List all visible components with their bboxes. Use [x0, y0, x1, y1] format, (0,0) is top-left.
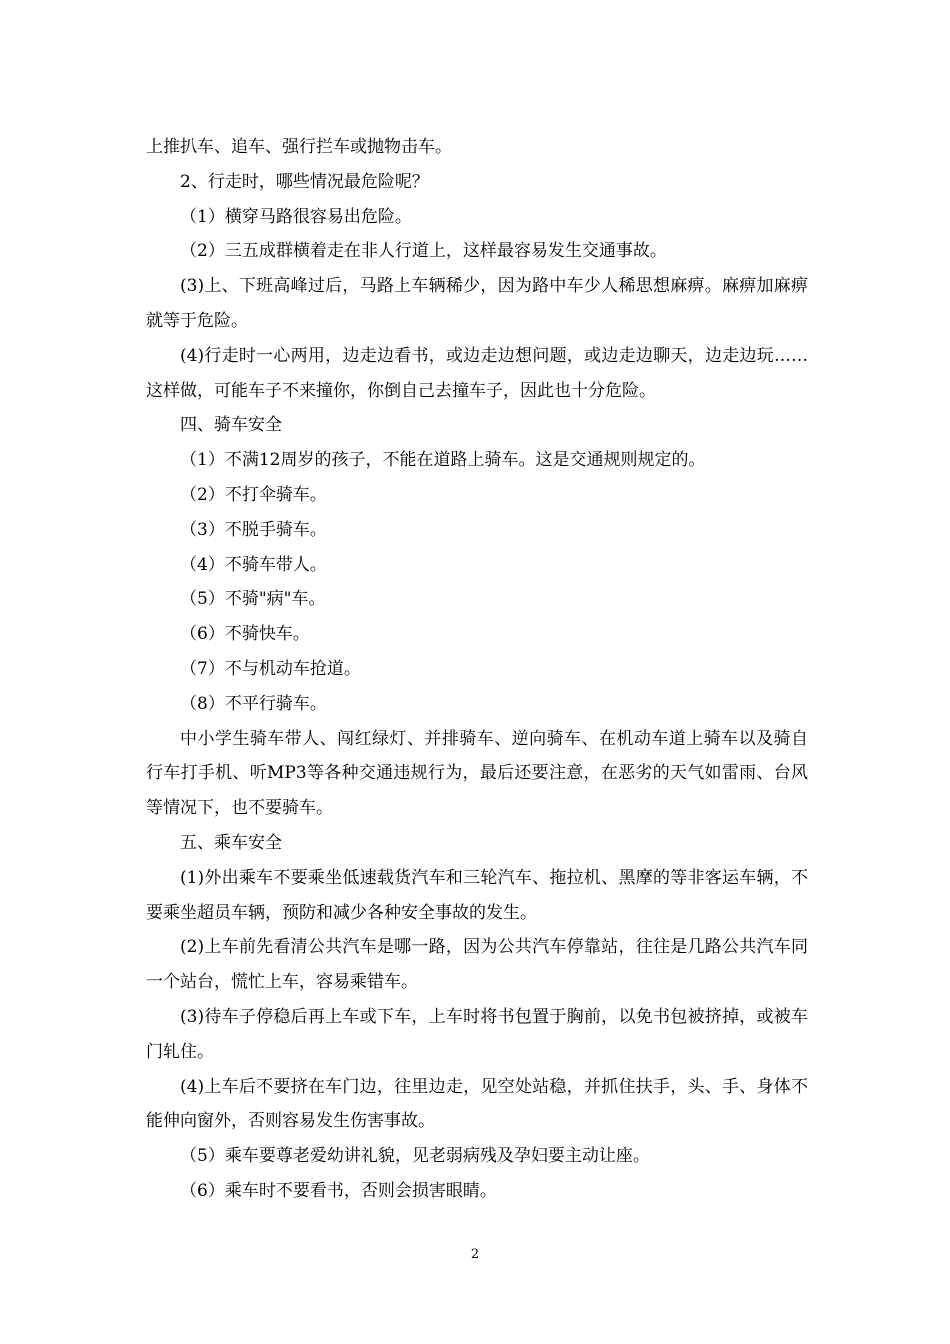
- list-item: （7）不与机动车抢道。: [180, 658, 361, 679]
- paragraph: 上推扒车、追车、强行拦车或抛物击车。: [146, 137, 452, 157]
- paragraph: (3)上、下班高峰过后，马路上车辆稀少，因为路中车少人稀思想麻痹。麻痹加麻痹就等于危险。: [146, 276, 808, 331]
- paragraph: (4)行走时一心两用，边走边看书，或边走边想问题，或边走边聊天，边走边玩……这样做，可能车子不来撞你，你倒自己去撞车子，因此也十分危险。: [146, 345, 808, 401]
- list-item: （1）不满12周岁的孩子，不能在道路上骑车。这是交通规则规定的。: [180, 450, 706, 471]
- list-item: （5）乘车要尊老爱幼讲礼貌，见老弱病残及孕妇要主动让座。: [180, 1146, 650, 1167]
- section-heading: 五、乘车安全: [180, 832, 282, 853]
- section-heading: 四、骑车安全: [180, 415, 282, 436]
- list-item: (2)上车前先看清公共汽车是哪一路，因为公共汽车停靠站，往往是几路公共汽车同一个站台，慌忙上车，容易乘错车。: [146, 937, 808, 993]
- list-item: （2）不打伞骑车。: [180, 484, 327, 505]
- list-item: (4)上车后不要挤在车门边，往里边走，见空处站稳，并抓住扶手，头、手、身体不能伸向窗外，否则容易发生伤害事故。: [146, 1076, 808, 1132]
- paragraph: （2）三五成群横着走在非人行道上，这样最容易发生交通事故。: [180, 241, 667, 262]
- paragraph: 中小学生骑车带人、闯红绿灯、并排骑车、逆向骑车、在机动车道上骑车以及骑自行车打手机、听MP3等各种交通违规行为，最后还要注意，在恶劣的天气如雷雨、台风等情况下，也不要骑车。: [146, 728, 808, 819]
- paragraph: 2、行走时，哪些情况最危险呢？: [180, 171, 429, 192]
- body-text: [146, 130, 808, 1209]
- list-item: （5）不骑"病"车。: [180, 589, 326, 610]
- list-item: （8）不平行骑车。: [180, 693, 327, 714]
- list-item: （3）不脱手骑车。: [180, 519, 327, 540]
- list-item: （6）乘车时不要看书，否则会损害眼睛。: [180, 1180, 497, 1201]
- list-item: （4）不骑车带人。: [180, 554, 327, 575]
- list-item: (1)外出乘车不要乘坐低速载货汽车和三轮汽车、拖拉机、黑摩的等非客运车辆，不要乘坐超员车辆，预防和减少各种安全事故的发生。: [146, 867, 808, 923]
- list-item: (3)待车子停稳后再上车或下车，上车时将书包置于胸前，以免书包被挤掉，或被车门轧住。: [146, 1006, 808, 1062]
- paragraph: （1）横穿马路很容易出危险。: [180, 206, 412, 227]
- list-item: （6）不骑快车。: [180, 624, 310, 645]
- page-number: 2: [470, 1247, 480, 1262]
